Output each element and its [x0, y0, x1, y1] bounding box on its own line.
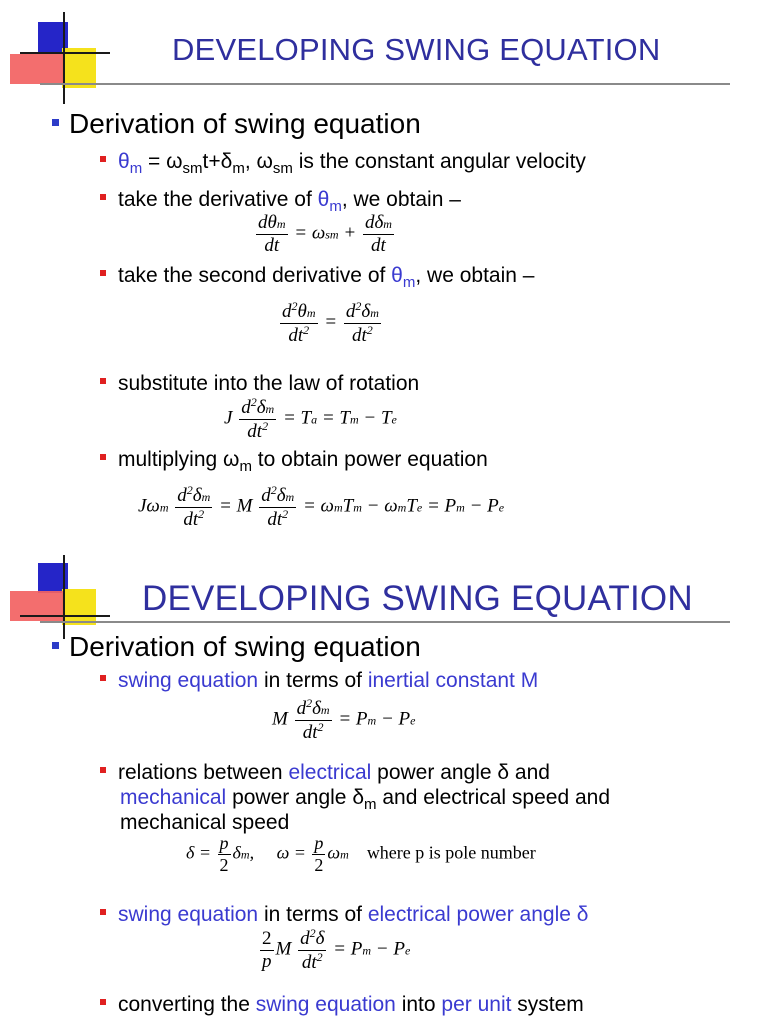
- equation-first-derivative: $\frac{\text{dθm}}{dt}$ = ωsm + $\frac{\text{dδm}}{dt}$: [258, 212, 392, 256]
- bullet-item-continuation: mechanical power angle $\delta_m$ and electrical speed and: [120, 786, 611, 813]
- bullet-item: take the second derivative of $\theta_m$, we obtain –: [100, 264, 534, 291]
- bullet-item: $\theta_m = \omega_{sm}t+\delta_m$, $\omega_{sm}$ is the constant angular velocity: [100, 150, 586, 177]
- bullet-square-icon: [100, 675, 106, 681]
- bullet-item: swing equation in terms of electrical power angle δ: [100, 903, 588, 927]
- heading-bullet: [52, 108, 421, 140]
- title-underline: [40, 621, 730, 623]
- bullet-item: multiplying $\omega_m$ to obtain power equation: [100, 448, 488, 475]
- title-underline: [40, 83, 730, 85]
- equation-power: Jωm $\frac{d^2\delta m}{dt^2}$ = M $\frac{d^2\delta m}{dt^2}$ = ωmTm − ωmTe = Pm − Pe: [138, 483, 505, 530]
- bullet-square-icon: [100, 378, 106, 384]
- bullet-item: substitute into the law of rotation: [100, 372, 419, 396]
- heading-text: Derivation of swing equation: [69, 631, 421, 662]
- bullet-item: swing equation in terms of inertial constant M: [100, 669, 538, 693]
- bullet-square-icon: [100, 454, 106, 460]
- heading-text: Derivation of swing equation: [69, 108, 421, 139]
- slide-title: DEVELOPING SWING EQUATION: [142, 579, 693, 618]
- bullet-item-continuation: mechanical speed: [120, 811, 290, 834]
- bullet-item: take the derivative of $\theta_m$, we obtain –: [100, 188, 461, 215]
- bullet-square-icon: [100, 767, 106, 773]
- equation-law-of-rotation: J $\frac{d^2\delta m}{dt^2}$ = Ta = Tm − Te: [224, 395, 397, 442]
- heading-bullet: [52, 631, 421, 663]
- bullet-square-icon: [100, 999, 106, 1005]
- bullet-item: relations between electrical power angle δ and: [100, 761, 550, 785]
- bullet-square-icon: [100, 270, 106, 276]
- slide-logo-decoration: [0, 0, 110, 110]
- bullet-square-icon: [100, 194, 106, 200]
- slide-title: DEVELOPING SWING EQUATION: [172, 32, 661, 67]
- equation-note: where p is pole number: [366, 842, 536, 863]
- equation-second-derivative: $\frac{d^2\theta m}{dt^2}$ = $\frac{d^2\delta m}{dt^2}$: [282, 299, 379, 346]
- bullet-item: converting the swing equation into per unit system: [100, 993, 584, 1017]
- bullet-square-icon: [52, 119, 59, 126]
- equation-inertial: M $\frac{d^2\delta m}{dt^2}$ = Pm − Pe: [272, 696, 416, 743]
- equation-relations: δ = $\frac{p}{2}$ δm, ω = $\frac{p}{2}$ ωm where p is pole number: [186, 833, 536, 875]
- slide-2: [0, 555, 768, 1024]
- bullet-square-icon: [100, 909, 106, 915]
- bullet-square-icon: [52, 642, 59, 649]
- equation-electrical-angle: $\frac{2}{p}$ M $\frac{d^2\delta}{dt^2}$ = Pm − Pe: [262, 926, 411, 973]
- bullet-square-icon: [100, 156, 106, 162]
